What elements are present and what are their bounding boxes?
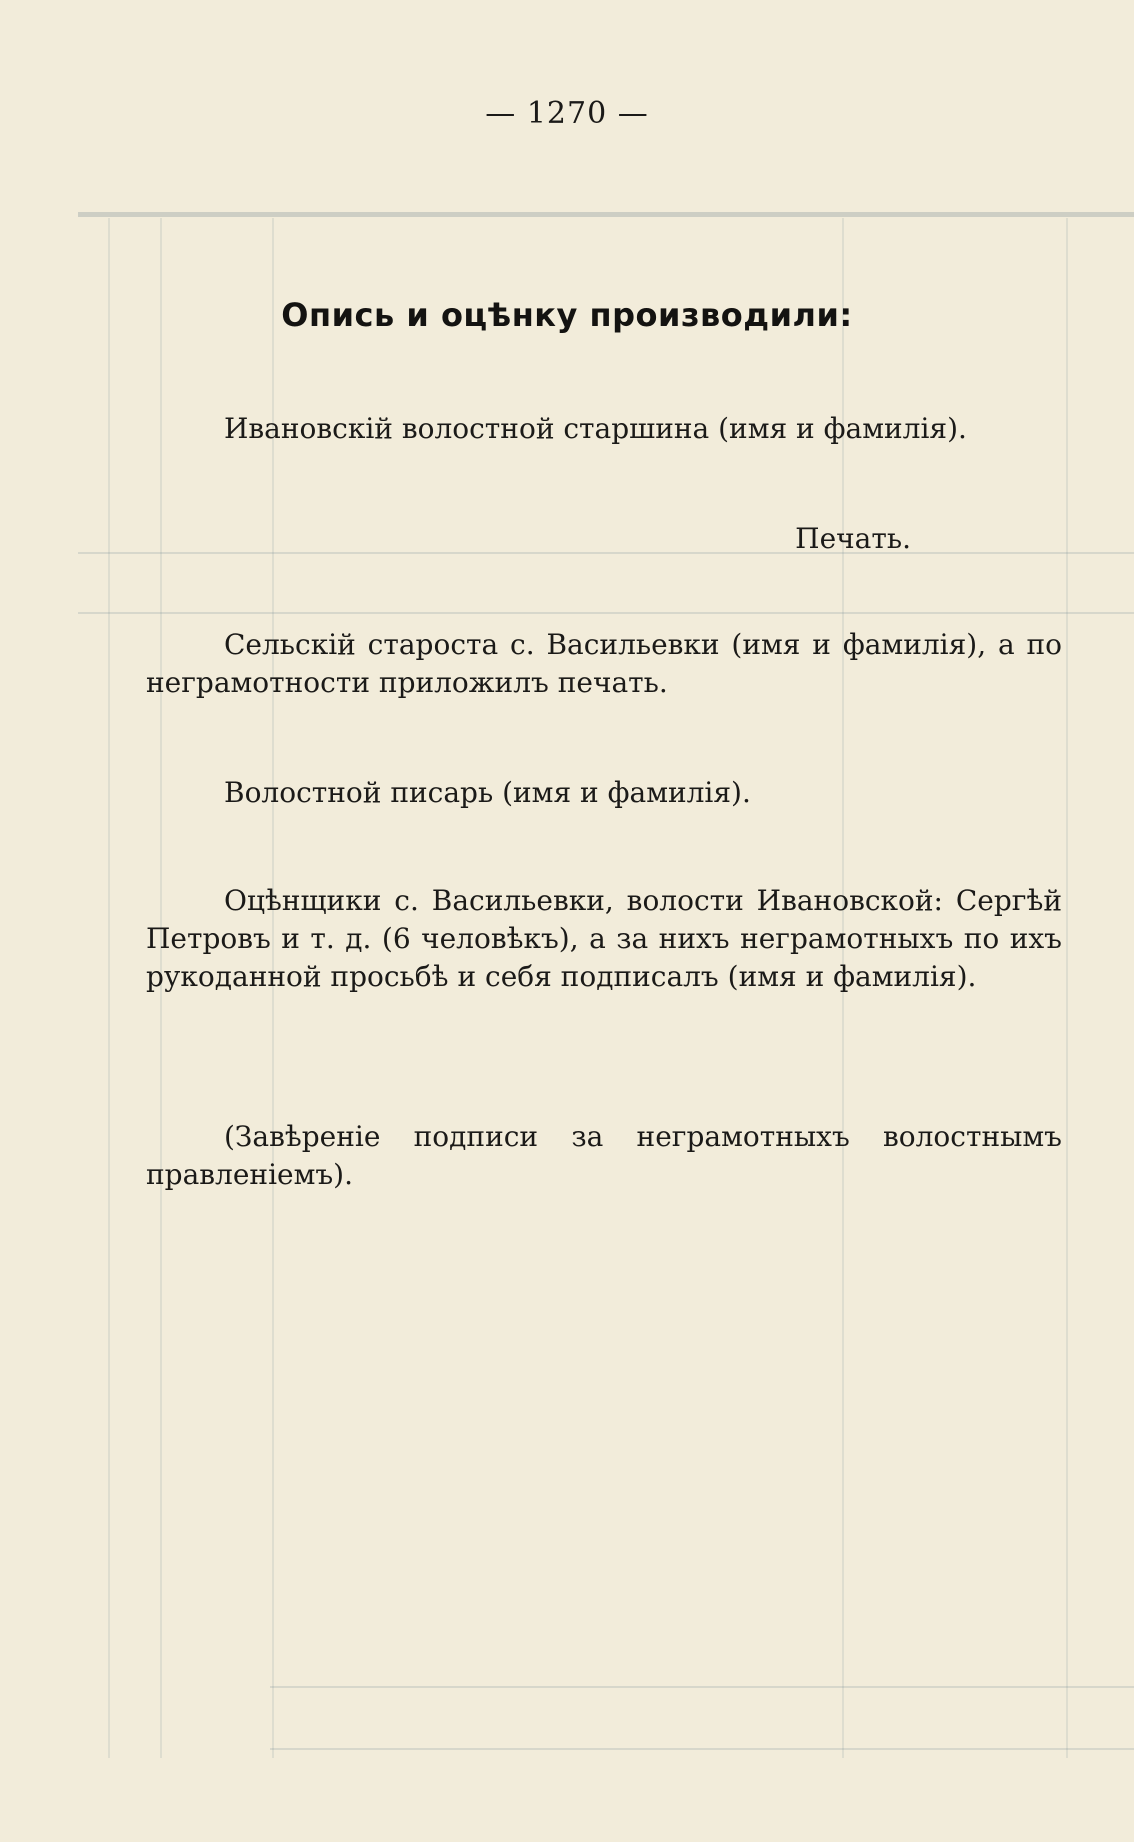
section-heading: Опись и оцѣнку производили:	[281, 296, 853, 334]
page-number: — 1270 —	[485, 96, 649, 131]
appraisers-paragraph: Оцѣнщики с. Васильевки, волости Ивановской: Сергѣй Петровъ и т. д. (6 человѣкъ), а за нихъ неграмотныхъ по ихъ рукоданной просьбѣ и себя подписалъ (имя и фамилія).	[146, 884, 1062, 993]
bleed-through-rule	[270, 1748, 1134, 1750]
certification-paragraph: (Завѣреніе подписи за неграмотныхъ волостнымъ правленіемъ).	[146, 1120, 1062, 1191]
bleed-through-rule	[1066, 218, 1068, 1758]
bleed-through-rule	[78, 612, 1134, 614]
bleed-through-rule	[78, 212, 1134, 217]
volost-elder-line: Ивановскій волостной старшина (имя и фамилія).	[224, 412, 967, 445]
seal-line: Печать.	[795, 522, 911, 555]
bleed-through-rule	[270, 1686, 1134, 1688]
bleed-through-rule	[108, 218, 110, 1758]
volost-clerk-line: Волостной писарь (имя и фамилія).	[224, 776, 751, 809]
village-elder-paragraph: Сельскій староста с. Васильевки (имя и фамилія), а по неграмотности приложилъ печать.	[146, 628, 1062, 699]
